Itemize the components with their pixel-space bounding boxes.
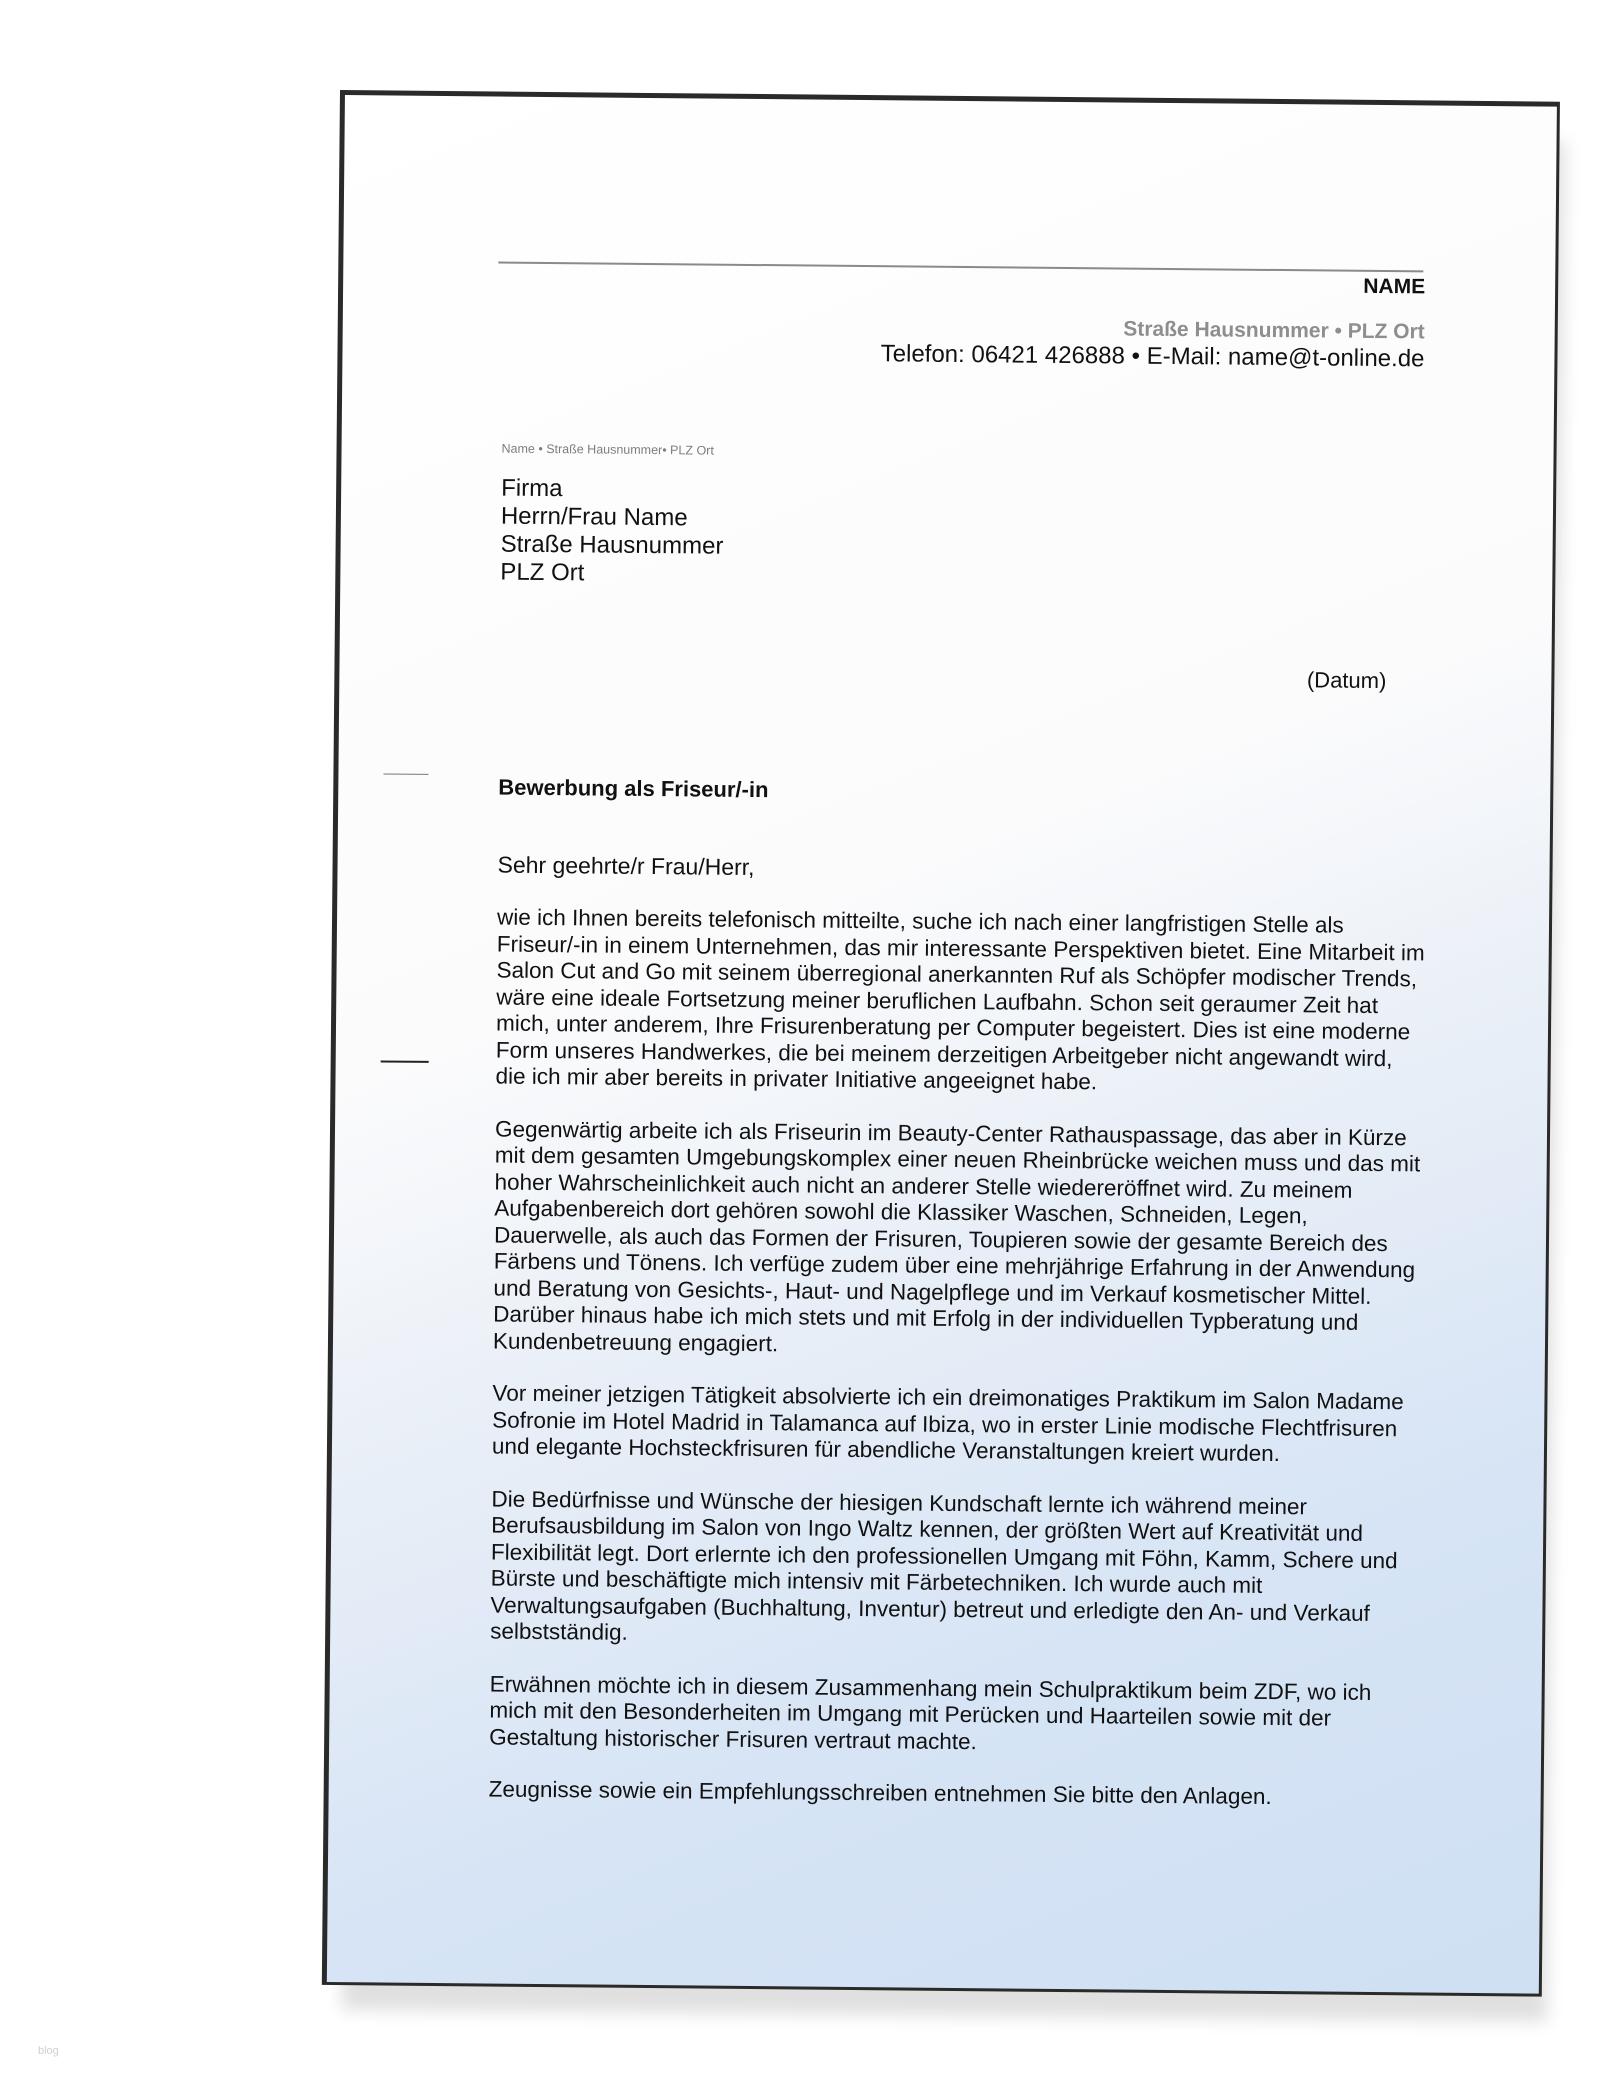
recipient-name: Herrn/Frau Name	[500, 502, 688, 532]
recipient-address-block	[500, 475, 724, 589]
recipient-company: Firma	[501, 474, 563, 503]
body-paragraph: Erwähnen möchte ich in diesem Zusammenhang mein Schulpraktikum beim ZDF, wo ich mich mit den Besonderheiten im Umgang mit Perücken und Haarteilen sowie mit der Gestaltung historischer Frisuren vertraut machte.	[489, 1671, 1372, 1754]
sender-address: Straße Hausnummer • PLZ Ort	[1123, 317, 1425, 344]
recipient-street: Straße Hausnummer	[500, 530, 724, 560]
letter-date: (Datum)	[1306, 667, 1387, 694]
return-address-line: Name • Straße Hausnummer• PLZ Ort	[501, 441, 714, 458]
body-paragraph: Zeugnisse sowie ein Empfehlungsschreiben entnehmen Sie bitte den Anlagen.	[488, 1776, 1272, 1810]
header-rule	[498, 262, 1423, 273]
fold-mark-top	[383, 773, 428, 774]
body-paragraph: wie ich Ihnen bereits telefonisch mitteilte, suche ich nach einer langfristigen Stelle als Friseur/-in in einem Unternehmen, das mir interessante Perspektiven bietet. Eine Mitarbeit im Salon Cut and Go mit seinem überregional anerkannten Ruf als Schöpfer modischer Trends, wäre eine ideale Fortsetzung meiner beruflichen Laufbahn. Schon seit geraumer Zeit hat mich, unter anderem, Ihre Frisurenberatung per Computer begeistert. Dies ist eine moderne Form unseres Handwerkes, die bei meinem derzeitigen Arbeitgeber nicht angewandt wird, die ich mir aber bereits in privater Initiative angeeignet habe.	[495, 904, 1425, 1095]
body-paragraph: Gegenwärtig arbeite ich als Friseurin im Beauty-Center Rathauspassage, das aber in Kürze mit dem gesamten Umgebungskomplex einer neuen Rheinbrücke weichen muss und das mit hoher Wahrscheinlichkeit auch nicht an anderer Stelle wiedereröffnet wird. Zu meinem Aufgabenbereich dort gehören sowohl die Klassiker Waschen, Schneiden, Legen, Dauerwelle, als auch das Formen der Frisuren, Toupieren sowie der gesamte Bereich des Färbens und Tönens. Ich verfüge zudem über eine mehrjährige Erfahrung in der Anwendung und Beratung von Gesichts-, Haut- und Nagelpflege und im Verkauf kosmetischer Mittel. Darüber hinaus habe ich mich stets und mit Erfolg in der individuellen Typberatung und Kundenbetreuung engagiert.	[492, 1116, 1421, 1356]
sender-contact: Telefon: 06421 426888 • E-Mail: name@t-online.de	[880, 340, 1425, 373]
letter-page	[322, 90, 1560, 1997]
punch-mark	[381, 1060, 429, 1062]
body-paragraph: Vor meiner jetzigen Tätigkeit absolvierte ich ein dreimonatiges Praktikum im Salon Madame Sofronie im Hotel Madrid in Talamanca auf Ibiza, wo in erster Linie modische Flechtfrisuren und elegante Hochsteckfrisuren für abendliche Veranstaltungen kreiert wurden.	[491, 1380, 1404, 1467]
body-paragraph: Die Bedürfnisse und Wünsche der hiesigen Kundschaft lernte ich während meiner Berufsausbildung im Salon von Ingo Waltz kennen, der größten Wert auf Kreativität und Flexibilität legt. Dort erlernte ich den professionellen Umgang mit Föhn, Kamm, Schere und Bürste und beschäftigte mich intensiv mit Färbetechniken. Ich wurde auch mit Verwaltungsaufgaben (Buchhaltung, Inventur) betreut und erledigte den An- und Verkauf selbstständig.	[490, 1486, 1398, 1645]
recipient-city: PLZ Ort	[500, 558, 585, 587]
sender-name: NAME	[1363, 274, 1426, 299]
letter-subject: Bewerbung als Friseur/-in	[498, 774, 769, 803]
letter-body	[488, 905, 1427, 1838]
salutation: Sehr geehrte/r Frau/Herr,	[497, 851, 755, 881]
watermark-text: blog	[38, 2045, 59, 2057]
